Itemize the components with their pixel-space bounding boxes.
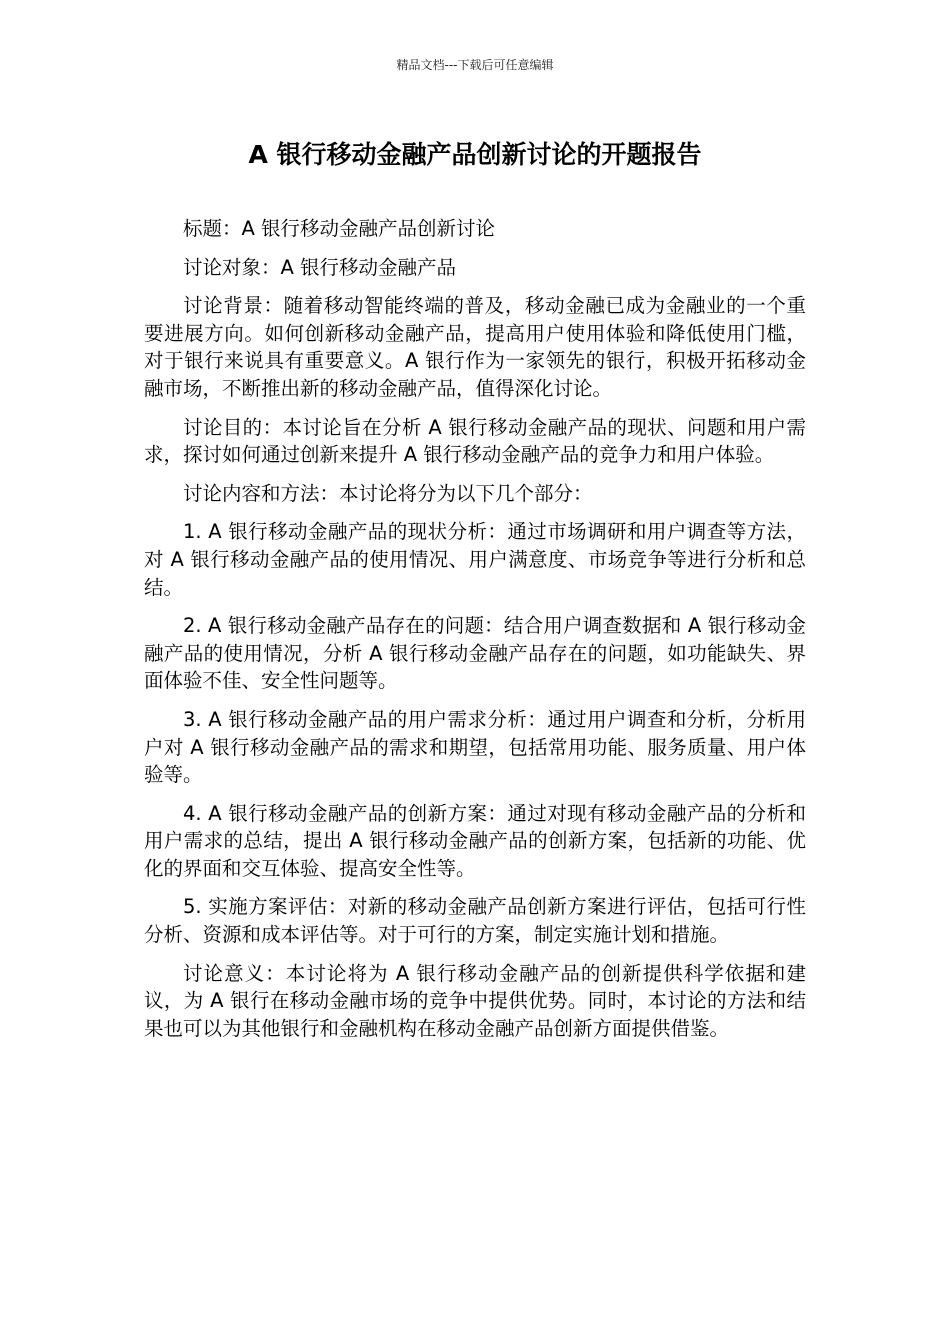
list-item-4: 4. A 银行移动金融产品的创新方案：通过对现有移动金融产品的分析和用户需求的总结，提出 A 银行移动金融产品的创新方案，包括新的功能、优化的界面和交互体验、提高安全性等。 — [144, 801, 806, 880]
list-item-3: 3. A 银行移动金融产品的用户需求分析：通过用户调查和分析，分析用户对 A 银行移动金融产品的需求和期望，包括常用功能、服务质量、用户体验等。 — [144, 707, 806, 787]
list-item-2: 2. A 银行移动金融产品存在的问题：结合用户调查数据和 A 银行移动金融产品的使用情况，分析 A 银行移动金融产品存在的问题，如功能缺失、界面体验不佳、安全性问题等。 — [144, 614, 806, 693]
paragraph-subject: 标题：A 银行移动金融产品创新讨论 — [183, 217, 496, 240]
document-body — [144, 215, 806, 1053]
paragraph-object: 讨论对象：A 银行移动金融产品 — [183, 255, 457, 279]
document-title: A 银行移动金融产品创新讨论的开题报告 — [248, 140, 702, 169]
paragraph-significance: 讨论意义：本讨论将为 A 银行移动金融产品的创新提供科学依据和建议，为 A 银行在移动金融市场的竞争中提供优势。同时，本讨论的方法和结果也可以为其他银行和金融机构在移动金融产品创新方面提供借鉴。 — [144, 961, 806, 1040]
paragraph-content-methods: 讨论内容和方法：本讨论将分为以下几个部分： — [183, 481, 593, 505]
paragraph-background: 讨论背景：随着移动智能终端的普及，移动金融已成为金融业的一个重要进展方向。如何创新移动金融产品，提高用户使用体验和降低使用门槛，对于银行来说具有重要意义。A 银行作为一家领先的银行，积极开拓移动金融市场，不断推出新的移动金融产品，值得深化讨论。 — [144, 294, 806, 400]
list-item-5: 5. 实施方案评估：对新的移动金融产品创新方案进行评估，包括可行性分析、资源和成本评估等。对于可行的方案，制定实施计划和措施。 — [144, 895, 806, 947]
list-item-1: 1. A 银行移动金融产品的现状分析：通过市场调研和用户调查等方法，对 A 银行移动金融产品的使用情况、用户满意度、市场竞争等进行分析和总结。 — [144, 520, 806, 599]
paragraph-purpose: 讨论目的：本讨论旨在分析 A 银行移动金融产品的现状、问题和用户需求，探讨如何通过创新来提升 A 银行移动金融产品的竞争力和用户体验。 — [144, 415, 806, 467]
page-header: 精品文档---下载后可任意编辑 — [396, 58, 554, 72]
